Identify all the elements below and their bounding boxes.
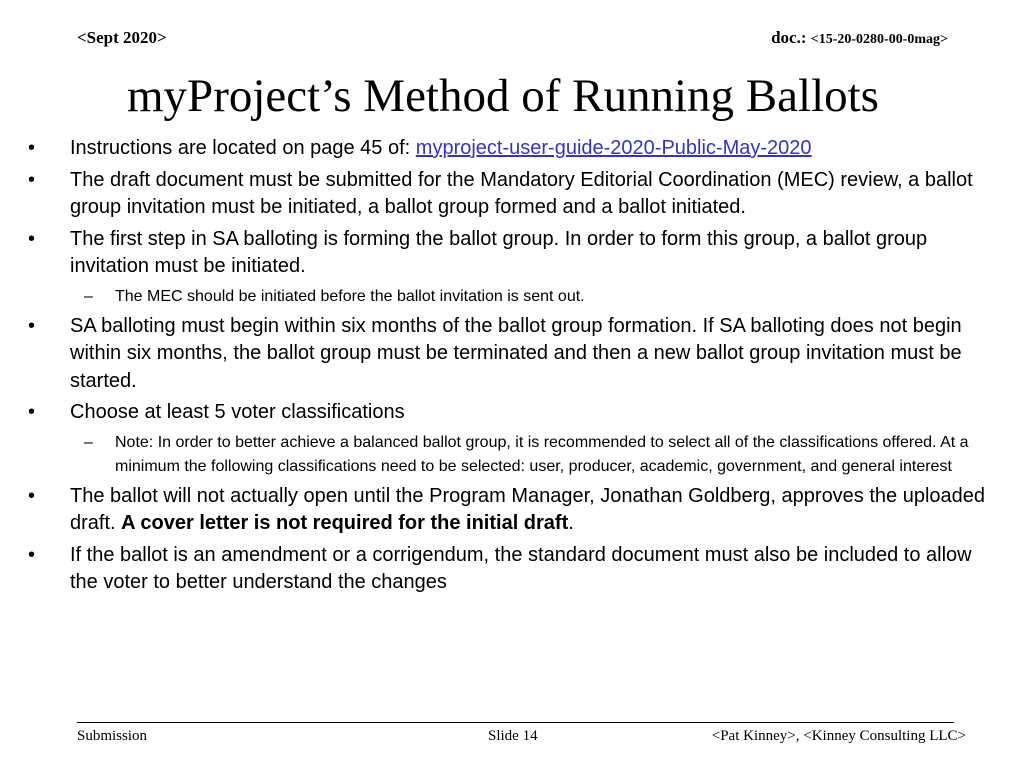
bullet-text: If the ballot is an amendment or a corrigendum, the standard document must also be included to allow the voter to better understand the changes <box>70 543 972 593</box>
bullet-marker: • <box>28 137 36 159</box>
bullet-marker: • <box>28 543 36 566</box>
bullet-text: The draft document must be submitted for the Mandatory Editorial Coordination (MEC) review, a ballot group invitation must be initiated, a ballot group formed and a ballot initiated. <box>70 168 973 218</box>
bullet-marker: • <box>28 314 36 337</box>
bullet-item-voter-classifications <box>28 399 1003 427</box>
bullet-item-amendment <box>28 542 1003 597</box>
bullet-item-program-manager <box>28 483 1003 538</box>
bullet-item-six-months <box>28 313 1003 396</box>
bullet-text: SA balloting must begin within six months of the ballot group formation. If SA balloting does not begin within six months, the ballot group must be terminated and then a new ballot group invitation must be started. <box>70 314 962 392</box>
bullet-text-end: . <box>568 512 574 534</box>
sub-bullet-marker: – <box>84 287 93 305</box>
footer-divider <box>77 722 954 723</box>
header-date: <Sept 2020> <box>77 28 167 47</box>
footer-author: <Pat Kinney>, <Kinney Consulting LLC> <box>711 728 966 744</box>
sub-bullet-text: The MEC should be initiated before the ballot invitation is sent out. <box>115 287 585 305</box>
cover-letter-note: A cover letter is not required for the initial draft <box>121 512 569 534</box>
user-guide-link[interactable]: myproject-user-guide-2020-Public-May-2020 <box>415 137 812 159</box>
bullet-text: The first step in SA balloting is forming the ballot group. In order to form this group, a ballot group invitation must be initiated. <box>70 227 928 277</box>
bullet-item-instructions <box>28 135 1003 163</box>
footer-slide-number: Slide 14 <box>488 728 538 744</box>
sub-bullet-marker: – <box>84 433 93 451</box>
bullet-marker: • <box>28 168 36 191</box>
footer-submission: Submission <box>77 728 148 744</box>
bullet-text: Choose at least 5 voter classifications <box>70 401 405 423</box>
header-doc-id <box>771 28 948 48</box>
doc-number: <15-20-0280-00-0mag> <box>810 32 948 47</box>
bullet-list <box>28 135 1003 601</box>
bullet-item-draft-document <box>28 167 1003 222</box>
sub-bullet-text: Note: In order to better achieve a balanced ballot group, it is recommended to select all of the classifications offered. At a minimum the following classifications need to be selected: user, producer, academic, government, and general interest <box>115 433 969 475</box>
slide-title: myProject’s Method of Running Ballots <box>127 70 879 122</box>
sub-bullet-classifications-note <box>28 431 1003 479</box>
doc-prefix: doc.: <box>771 28 811 47</box>
bullet-marker: • <box>28 484 36 507</box>
bullet-marker: • <box>28 227 36 250</box>
bullet-marker: • <box>28 401 36 423</box>
bullet-item-first-step <box>28 226 1003 281</box>
bullet-text: The ballot will not actually open until the Program Manager, Jonathan Goldberg, approves the uploaded draft. <box>70 484 986 534</box>
bullet-text: Instructions are located on page 45 of: <box>70 137 416 159</box>
sub-bullet-mec <box>28 285 1003 309</box>
